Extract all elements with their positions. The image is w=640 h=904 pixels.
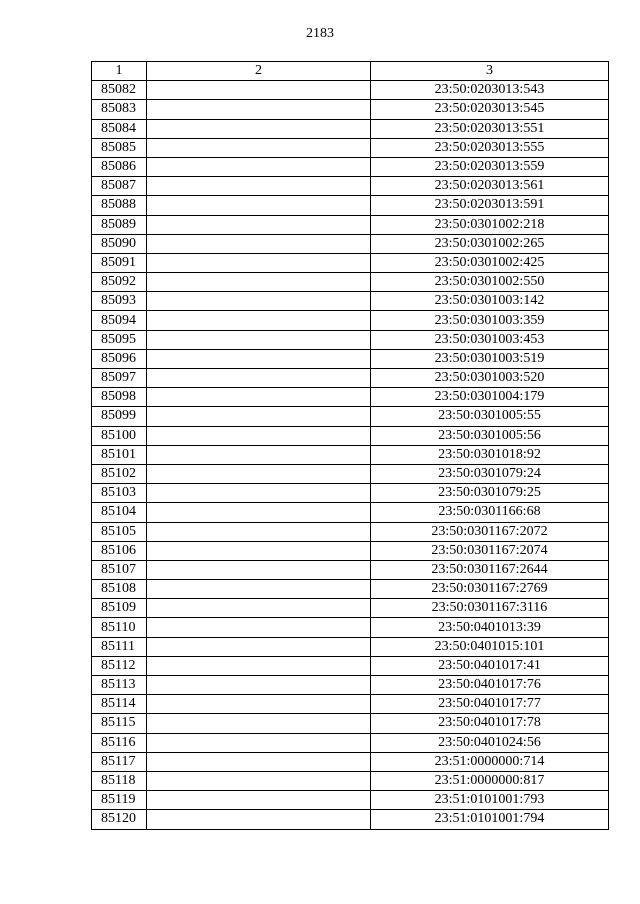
row-number-cell: 85112 (92, 656, 147, 675)
row-number-cell: 85083 (92, 100, 147, 119)
row-number-cell: 85091 (92, 253, 147, 272)
name-cell (147, 676, 371, 695)
cadastral-number-cell: 23:50:0203013:551 (371, 119, 609, 138)
name-cell (147, 580, 371, 599)
cadastral-number-cell: 23:51:0000000:714 (371, 752, 609, 771)
row-number-cell: 85104 (92, 503, 147, 522)
table-row (92, 234, 609, 253)
column-header: 2 (147, 62, 371, 81)
table-row (92, 369, 609, 388)
table-row (92, 541, 609, 560)
row-number-cell: 85092 (92, 273, 147, 292)
table-row (92, 714, 609, 733)
row-number-cell: 85089 (92, 215, 147, 234)
table-row (92, 330, 609, 349)
row-number-cell: 85095 (92, 330, 147, 349)
name-cell (147, 177, 371, 196)
row-number-cell: 85102 (92, 464, 147, 483)
table-row (92, 560, 609, 579)
cadastral-number-cell: 23:50:0301002:425 (371, 253, 609, 272)
table-row (92, 695, 609, 714)
row-number-cell: 85105 (92, 522, 147, 541)
name-cell (147, 292, 371, 311)
table-row (92, 215, 609, 234)
table-row (92, 119, 609, 138)
cadastral-number-cell: 23:50:0301018:92 (371, 445, 609, 464)
name-cell (147, 119, 371, 138)
cadastral-number-cell: 23:50:0301003:520 (371, 369, 609, 388)
name-cell (147, 522, 371, 541)
row-number-cell: 85084 (92, 119, 147, 138)
row-number-cell: 85093 (92, 292, 147, 311)
name-cell (147, 810, 371, 829)
table-row (92, 503, 609, 522)
name-cell (147, 733, 371, 752)
name-cell (147, 234, 371, 253)
name-cell (147, 138, 371, 157)
cadastral-number-cell: 23:50:0301002:550 (371, 273, 609, 292)
table-row (92, 349, 609, 368)
name-cell (147, 253, 371, 272)
cadastral-number-cell: 23:50:0203013:555 (371, 138, 609, 157)
cadastral-number-cell: 23:50:0203013:561 (371, 177, 609, 196)
name-cell (147, 656, 371, 675)
cadastral-number-cell: 23:50:0401015:101 (371, 637, 609, 656)
column-header: 1 (92, 62, 147, 81)
name-cell (147, 273, 371, 292)
row-number-cell: 85120 (92, 810, 147, 829)
name-cell (147, 484, 371, 503)
cadastral-number-cell: 23:50:0301167:2072 (371, 522, 609, 541)
row-number-cell: 85114 (92, 695, 147, 714)
data-table (91, 61, 609, 830)
table-row (92, 138, 609, 157)
cadastral-number-cell: 23:50:0301003:359 (371, 311, 609, 330)
name-cell (147, 100, 371, 119)
table-row (92, 196, 609, 215)
row-number-cell: 85086 (92, 157, 147, 176)
name-cell (147, 426, 371, 445)
cadastral-number-cell: 23:50:0301167:2769 (371, 580, 609, 599)
name-cell (147, 369, 371, 388)
cadastral-number-cell: 23:50:0301079:25 (371, 484, 609, 503)
name-cell (147, 695, 371, 714)
cadastral-number-cell: 23:50:0301167:2074 (371, 541, 609, 560)
row-number-cell: 85088 (92, 196, 147, 215)
cadastral-number-cell: 23:50:0301005:56 (371, 426, 609, 445)
cadastral-number-cell: 23:50:0301167:3116 (371, 599, 609, 618)
name-cell (147, 752, 371, 771)
cadastral-number-cell: 23:50:0301079:24 (371, 464, 609, 483)
table-row (92, 656, 609, 675)
name-cell (147, 771, 371, 790)
name-cell (147, 541, 371, 560)
table-row (92, 484, 609, 503)
cadastral-number-cell: 23:50:0301166:68 (371, 503, 609, 522)
cadastral-number-cell: 23:50:0401017:76 (371, 676, 609, 695)
row-number-cell: 85100 (92, 426, 147, 445)
table-row (92, 292, 609, 311)
name-cell (147, 311, 371, 330)
table-row (92, 752, 609, 771)
name-cell (147, 196, 371, 215)
table-row (92, 676, 609, 695)
name-cell (147, 445, 371, 464)
row-number-cell: 85103 (92, 484, 147, 503)
table-row (92, 771, 609, 790)
row-number-cell: 85108 (92, 580, 147, 599)
column-header: 3 (371, 62, 609, 81)
table-row (92, 733, 609, 752)
name-cell (147, 388, 371, 407)
table-row (92, 445, 609, 464)
table-row (92, 388, 609, 407)
cadastral-number-cell: 23:50:0401024:56 (371, 733, 609, 752)
table-row (92, 599, 609, 618)
cadastral-number-cell: 23:50:0203013:591 (371, 196, 609, 215)
cadastral-number-cell: 23:50:0301003:519 (371, 349, 609, 368)
cadastral-number-cell: 23:50:0301003:453 (371, 330, 609, 349)
cadastral-number-cell: 23:50:0203013:545 (371, 100, 609, 119)
cadastral-number-cell: 23:50:0301002:218 (371, 215, 609, 234)
table-row (92, 253, 609, 272)
name-cell (147, 560, 371, 579)
row-number-cell: 85110 (92, 618, 147, 637)
row-number-cell: 85119 (92, 791, 147, 810)
cadastral-number-cell: 23:50:0203013:559 (371, 157, 609, 176)
row-number-cell: 85115 (92, 714, 147, 733)
row-number-cell: 85090 (92, 234, 147, 253)
cadastral-number-cell: 23:50:0301167:2644 (371, 560, 609, 579)
cadastral-number-cell: 23:51:0101001:793 (371, 791, 609, 810)
table-row (92, 810, 609, 829)
row-number-cell: 85085 (92, 138, 147, 157)
cadastral-number-cell: 23:50:0401017:78 (371, 714, 609, 733)
name-cell (147, 157, 371, 176)
name-cell (147, 791, 371, 810)
name-cell (147, 503, 371, 522)
row-number-cell: 85117 (92, 752, 147, 771)
row-number-cell: 85101 (92, 445, 147, 464)
cadastral-number-cell: 23:50:0301004:179 (371, 388, 609, 407)
name-cell (147, 407, 371, 426)
table-row (92, 177, 609, 196)
cadastral-number-cell: 23:50:0401017:77 (371, 695, 609, 714)
table-row (92, 637, 609, 656)
row-number-cell: 85096 (92, 349, 147, 368)
row-number-cell: 85109 (92, 599, 147, 618)
cadastral-number-cell: 23:50:0401017:41 (371, 656, 609, 675)
row-number-cell: 85111 (92, 637, 147, 656)
row-number-cell: 85094 (92, 311, 147, 330)
cadastral-number-cell: 23:50:0401013:39 (371, 618, 609, 637)
row-number-cell: 85087 (92, 177, 147, 196)
name-cell (147, 714, 371, 733)
name-cell (147, 464, 371, 483)
table-row (92, 580, 609, 599)
table-row (92, 464, 609, 483)
row-number-cell: 85118 (92, 771, 147, 790)
name-cell (147, 618, 371, 637)
table-row (92, 100, 609, 119)
row-number-cell: 85107 (92, 560, 147, 579)
cadastral-number-cell: 23:51:0101001:794 (371, 810, 609, 829)
cadastral-number-cell: 23:51:0000000:817 (371, 771, 609, 790)
table-row (92, 311, 609, 330)
row-number-cell: 85116 (92, 733, 147, 752)
cadastral-number-cell: 23:50:0203013:543 (371, 81, 609, 100)
row-number-cell: 85113 (92, 676, 147, 695)
table-row (92, 157, 609, 176)
table-row (92, 81, 609, 100)
table-body (92, 81, 609, 829)
table-row (92, 426, 609, 445)
table-row (92, 407, 609, 426)
name-cell (147, 349, 371, 368)
name-cell (147, 81, 371, 100)
table-row (92, 522, 609, 541)
table-header-row (92, 62, 609, 81)
cadastral-number-cell: 23:50:0301003:142 (371, 292, 609, 311)
name-cell (147, 637, 371, 656)
page-number: 2183 (306, 26, 334, 41)
row-number-cell: 85082 (92, 81, 147, 100)
table-row (92, 618, 609, 637)
cadastral-number-cell: 23:50:0301002:265 (371, 234, 609, 253)
row-number-cell: 85097 (92, 369, 147, 388)
row-number-cell: 85106 (92, 541, 147, 560)
name-cell (147, 215, 371, 234)
name-cell (147, 599, 371, 618)
row-number-cell: 85098 (92, 388, 147, 407)
name-cell (147, 330, 371, 349)
row-number-cell: 85099 (92, 407, 147, 426)
cadastral-number-cell: 23:50:0301005:55 (371, 407, 609, 426)
table-row (92, 273, 609, 292)
table-row (92, 791, 609, 810)
